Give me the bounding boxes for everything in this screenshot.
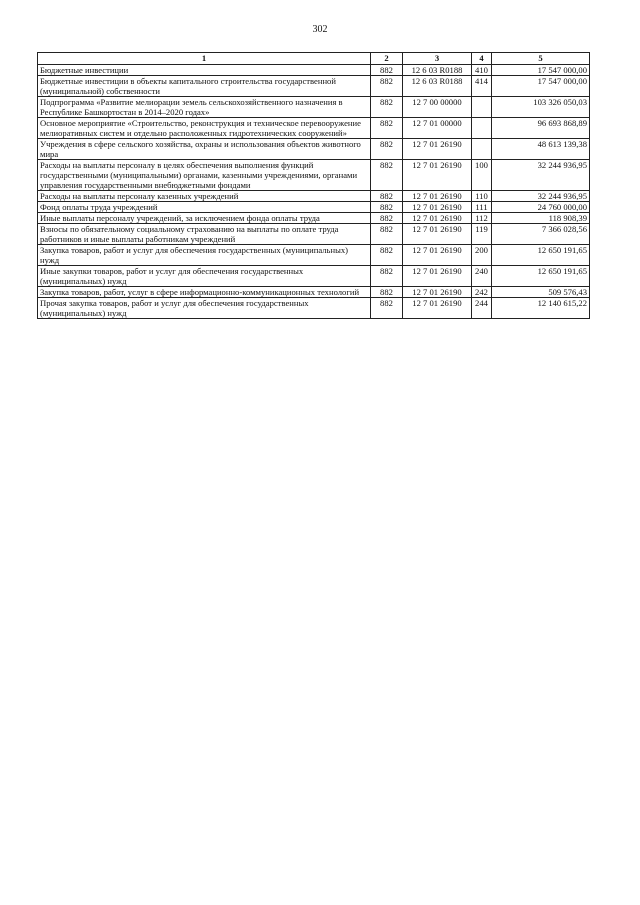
table-row bbox=[38, 213, 590, 224]
row-amount-cell: 118 908,39 bbox=[492, 213, 590, 224]
row-amount-cell: 7 366 028,56 bbox=[492, 224, 590, 245]
header-col-4: 4 bbox=[472, 53, 492, 65]
row-name-cell: Закупка товаров, работ и услуг для обеспечения государственных (муниципальных) нужд bbox=[38, 245, 371, 266]
row-amount-cell: 32 244 936,95 bbox=[492, 191, 590, 202]
row-name-cell: Основное мероприятие «Строительство, реконструкция и техническое перевооружение мелиоративных систем и отдельно расположенных гидротехнических сооружений» bbox=[38, 118, 371, 139]
row-name-cell: Иные закупки товаров, работ и услуг для обеспечения государственных (муниципальных) нужд bbox=[38, 266, 371, 287]
row-ministry-code-cell: 882 bbox=[371, 118, 403, 139]
row-ministry-code-cell: 882 bbox=[371, 213, 403, 224]
row-name-cell: Закупка товаров, работ, услуг в сфере информационно-коммуникационных технологий bbox=[38, 287, 371, 298]
row-amount-cell: 12 650 191,65 bbox=[492, 266, 590, 287]
row-ministry-code-cell: 882 bbox=[371, 287, 403, 298]
row-name-cell: Бюджетные инвестиции в объекты капитального строительства государственной (муниципальной) собственности bbox=[38, 76, 371, 97]
row-target-article-cell: 12 7 01 26190 bbox=[403, 213, 472, 224]
row-expense-kind-cell bbox=[472, 118, 492, 139]
row-expense-kind-cell: 110 bbox=[472, 191, 492, 202]
header-col-5: 5 bbox=[492, 53, 590, 65]
table-row bbox=[38, 224, 590, 245]
table-row bbox=[38, 160, 590, 191]
row-expense-kind-cell: 112 bbox=[472, 213, 492, 224]
table-row bbox=[38, 65, 590, 76]
header-col-1: 1 bbox=[38, 53, 371, 65]
table-row bbox=[38, 118, 590, 139]
row-amount-cell: 17 547 000,00 bbox=[492, 76, 590, 97]
row-target-article-cell: 12 7 01 26190 bbox=[403, 245, 472, 266]
row-name-cell: Прочая закупка товаров, работ и услуг для обеспечения государственных (муниципальных) нужд bbox=[38, 298, 371, 319]
row-name-cell: Учреждения в сфере сельского хозяйства, охраны и использования объектов животного мира bbox=[38, 139, 371, 160]
row-ministry-code-cell: 882 bbox=[371, 224, 403, 245]
row-target-article-cell: 12 7 01 26190 bbox=[403, 160, 472, 191]
row-target-article-cell: 12 7 01 26190 bbox=[403, 287, 472, 298]
table-row bbox=[38, 202, 590, 213]
row-expense-kind-cell: 200 bbox=[472, 245, 492, 266]
table-row bbox=[38, 191, 590, 202]
table-row bbox=[38, 287, 590, 298]
row-name-cell: Взносы по обязательному социальному страхованию на выплаты по оплате труда работников и иные выплаты работникам учреждений bbox=[38, 224, 371, 245]
row-ministry-code-cell: 882 bbox=[371, 97, 403, 118]
table-row bbox=[38, 298, 590, 319]
table-row bbox=[38, 139, 590, 160]
row-amount-cell: 48 613 139,38 bbox=[492, 139, 590, 160]
row-amount-cell: 12 650 191,65 bbox=[492, 245, 590, 266]
row-target-article-cell: 12 6 03 R0188 bbox=[403, 76, 472, 97]
row-amount-cell: 12 140 615,22 bbox=[492, 298, 590, 319]
row-target-article-cell: 12 6 03 R0188 bbox=[403, 65, 472, 76]
row-ministry-code-cell: 882 bbox=[371, 76, 403, 97]
table-row bbox=[38, 97, 590, 118]
table-row bbox=[38, 245, 590, 266]
row-name-cell: Фонд оплаты труда учреждений bbox=[38, 202, 371, 213]
header-col-3: 3 bbox=[403, 53, 472, 65]
row-expense-kind-cell: 111 bbox=[472, 202, 492, 213]
row-name-cell: Расходы на выплаты персоналу в целях обеспечения выполнения функций государственными (муниципальными) органами, казенными учреждениями, органами управления государственными внебюджетными фондами bbox=[38, 160, 371, 191]
row-name-cell: Подпрограмма «Развитие мелиорации земель сельскохозяйственного назначения в Республике Башкортостан в 2014–2020 годах» bbox=[38, 97, 371, 118]
row-ministry-code-cell: 882 bbox=[371, 191, 403, 202]
row-amount-cell: 103 326 050,03 bbox=[492, 97, 590, 118]
row-ministry-code-cell: 882 bbox=[371, 245, 403, 266]
row-expense-kind-cell: 410 bbox=[472, 65, 492, 76]
row-ministry-code-cell: 882 bbox=[371, 298, 403, 319]
table-row bbox=[38, 266, 590, 287]
row-expense-kind-cell: 244 bbox=[472, 298, 492, 319]
row-target-article-cell: 12 7 01 00000 bbox=[403, 118, 472, 139]
table-header-row bbox=[38, 53, 590, 65]
row-amount-cell: 509 576,43 bbox=[492, 287, 590, 298]
row-ministry-code-cell: 882 bbox=[371, 139, 403, 160]
page-number: 302 bbox=[312, 24, 328, 35]
table-row bbox=[38, 76, 590, 97]
row-expense-kind-cell: 240 bbox=[472, 266, 492, 287]
row-ministry-code-cell: 882 bbox=[371, 266, 403, 287]
row-expense-kind-cell bbox=[472, 139, 492, 160]
row-expense-kind-cell: 414 bbox=[472, 76, 492, 97]
row-expense-kind-cell bbox=[472, 97, 492, 118]
row-target-article-cell: 12 7 01 26190 bbox=[403, 202, 472, 213]
row-name-cell: Бюджетные инвестиции bbox=[38, 65, 371, 76]
row-amount-cell: 17 547 000,00 bbox=[492, 65, 590, 76]
row-target-article-cell: 12 7 01 26190 bbox=[403, 224, 472, 245]
row-amount-cell: 32 244 936,95 bbox=[492, 160, 590, 191]
header-col-2: 2 bbox=[371, 53, 403, 65]
row-target-article-cell: 12 7 01 26190 bbox=[403, 298, 472, 319]
row-target-article-cell: 12 7 01 26190 bbox=[403, 191, 472, 202]
row-ministry-code-cell: 882 bbox=[371, 65, 403, 76]
row-expense-kind-cell: 100 bbox=[472, 160, 492, 191]
row-name-cell: Расходы на выплаты персоналу казенных учреждений bbox=[38, 191, 371, 202]
budget-table bbox=[37, 52, 590, 319]
row-ministry-code-cell: 882 bbox=[371, 160, 403, 191]
row-target-article-cell: 12 7 01 26190 bbox=[403, 139, 472, 160]
table-body bbox=[38, 65, 590, 319]
row-expense-kind-cell: 119 bbox=[472, 224, 492, 245]
row-target-article-cell: 12 7 01 26190 bbox=[403, 266, 472, 287]
row-ministry-code-cell: 882 bbox=[371, 202, 403, 213]
table-header bbox=[38, 53, 590, 65]
row-amount-cell: 24 760 000,00 bbox=[492, 202, 590, 213]
row-name-cell: Иные выплаты персоналу учреждений, за исключением фонда оплаты труда bbox=[38, 213, 371, 224]
row-amount-cell: 96 693 868,89 bbox=[492, 118, 590, 139]
row-expense-kind-cell: 242 bbox=[472, 287, 492, 298]
row-target-article-cell: 12 7 00 00000 bbox=[403, 97, 472, 118]
